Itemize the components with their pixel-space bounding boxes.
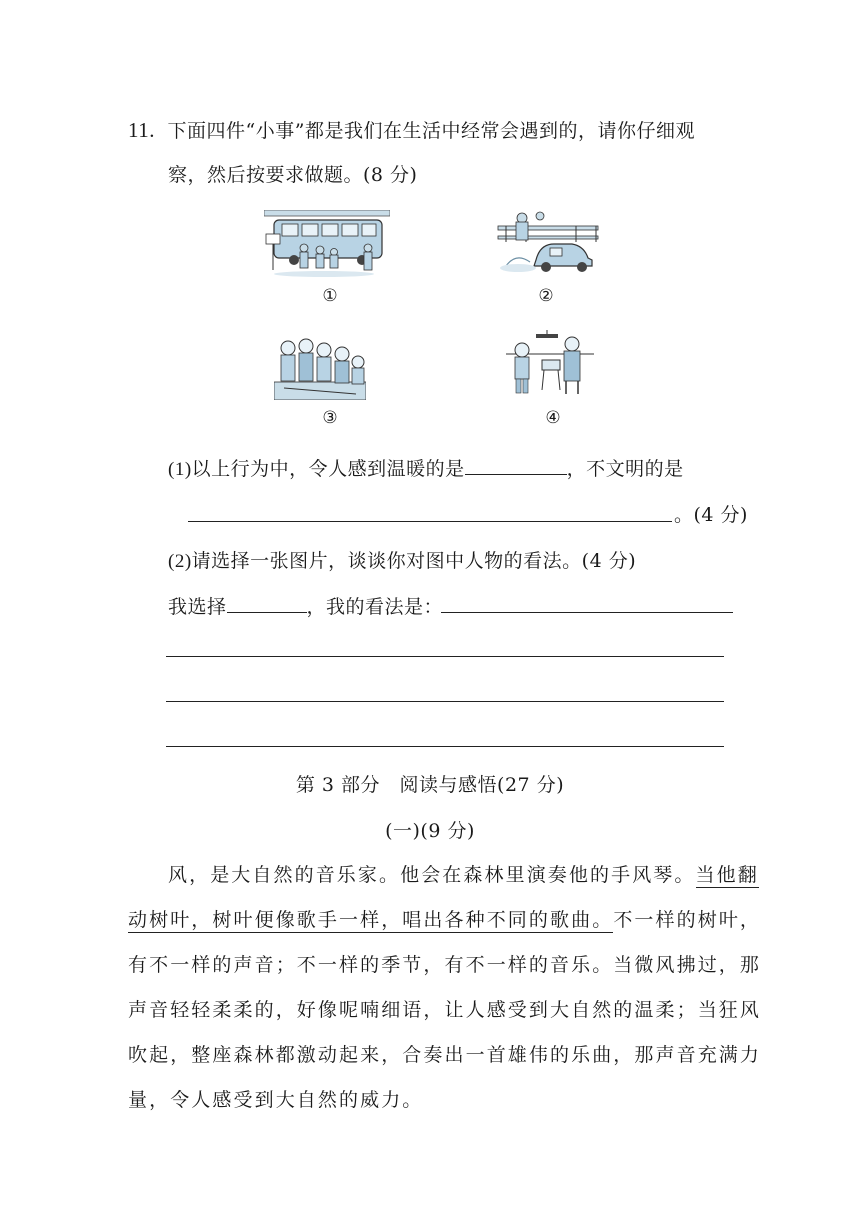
question-text-line1: 下面四件“小事”都是我们在生活中经常会遇到的，请你仔细观 [167,120,695,142]
passage-line-1-plain: 风，是大自然的音乐家。他会在森林里演奏他的手风琴。 [168,864,696,886]
opinion-blank-line-3[interactable] [166,701,724,702]
choose-line [168,592,443,619]
opinion-blank-line-1[interactable] [441,612,733,613]
picture-4-caption: ④ [545,408,561,427]
uncivil-answer-blank[interactable] [188,521,672,522]
passage-line-3: 有不一样的声音；不一样的季节，有不一样的音乐。当微风拂过，那 [128,954,762,976]
passage-line-2 [128,905,761,932]
sub-question-2-label: (2) [168,551,192,572]
picture-choice-blank[interactable] [227,611,307,613]
sub-question-2-text: 请选择一张图片，谈谈你对图中人物的看法。(4 分) [191,550,637,572]
passage-line-1 [168,860,759,887]
opinion-blank-line-4[interactable] [166,746,724,747]
children-crowd-illustration [274,334,366,400]
question-number: 11. [128,118,155,142]
sub-question-1-text-a: 以上行为中，令人感到温暖的是 [191,458,465,480]
car-splashing-illustration [496,210,604,276]
passage-line-1-underlined: 当他翻 [695,864,759,886]
passage-line-6: 量，令人感受到大自然的威力。 [128,1089,424,1111]
passage-line-2-underlined: 动树叶，树叶便像歌手一样，唱出各种不同的歌曲。 [128,909,614,931]
choose-text-b: ，我的看法是： [306,596,444,618]
opinion-blank-line-2[interactable] [166,656,724,657]
section-title: 第 3 部分 阅读与感悟(27 分) [295,774,565,796]
sub-question-1-text-b: ，不文明的是 [566,458,684,480]
sub-question-2 [168,546,636,573]
picture-2-caption: ② [538,286,554,305]
choose-text-a: 我选择 [168,596,227,618]
passage-line-4: 声音轻轻柔柔的，好像呢喃细语，让人感受到大自然的温柔；当狂风 [128,999,762,1021]
sub-question-1-end: 。(4 分) [674,504,748,526]
question-text-line2: 察，然后按要求做题。(8 分) [168,164,418,186]
question-11-line1 [128,116,695,143]
passage-line-2-plain: 不一样的树叶， [613,909,762,931]
bus-boarding-illustration [264,210,390,280]
sub-question-1 [168,454,684,481]
warm-answer-blank[interactable] [465,473,567,475]
section-subtitle: (一)(9 分) [385,820,475,842]
picture-3-caption: ③ [322,408,338,427]
passage-line-5: 吹起，整座森林都激动起来，合奏出一首雄伟的乐曲，那声音充满力 [128,1044,762,1066]
picture-1-caption: ① [322,286,338,305]
sub-question-1-label: (1) [168,459,192,480]
helping-elder-illustration [506,330,594,398]
